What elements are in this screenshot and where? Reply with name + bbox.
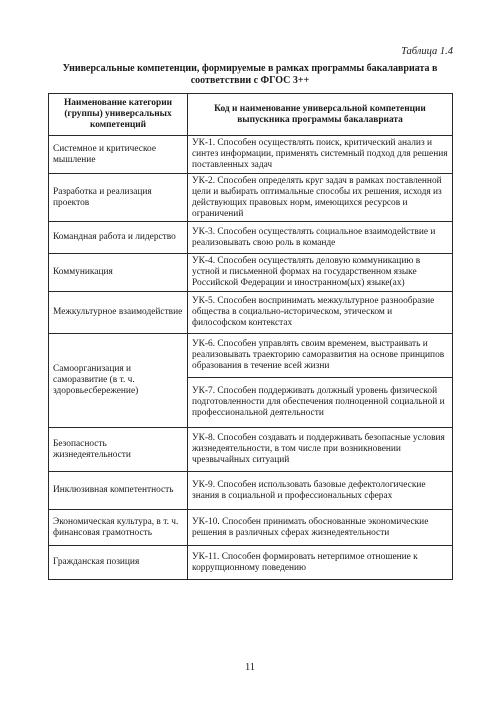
- row-category: Экономическая культура, в т. ч. финансовая грамотность: [49, 510, 188, 546]
- table-row: [49, 428, 453, 472]
- row-competence: УК-4. Способен осуществлять деловую коммуникацию в устной и письменной формах на государственном языке Российской Федерации и иностранном(ых) языке(ах): [188, 254, 453, 292]
- row-competence: УК-6. Способен управлять своим временем, выстраивать и реализовывать траекторию саморазвития на основе принципов образования в течение всей жизни: [188, 334, 453, 378]
- row-competence: УК-2. Способен определять круг задач в рамках поставленной цели и выбирать оптимальные способы их решения, исходя из действующих правовых норм, имеющихся ресурсов и ограничений: [188, 174, 453, 222]
- row-category: Безопасность жизнедеятельности: [49, 428, 188, 472]
- page-number: 11: [244, 662, 256, 673]
- row-competence: УК-9. Способен использовать базовые дефектологические знания в социальной и профессиональных сферах: [188, 472, 453, 510]
- row-competence: УК-3. Способен осуществлять социальное взаимодействие и реализовывать свою роль в команде: [188, 222, 453, 254]
- row-category: Системное и критическое мышление: [49, 136, 188, 174]
- table-row: [49, 334, 453, 378]
- row-competence: УК-1. Способен осуществлять поиск, критический анализ и синтез информации, применять системный подход для решения поставленных задач: [188, 136, 453, 174]
- table-title: Универсальные компетенции, формируемые в рамках программы бакалавриата в соответствии с ФГОС 3++: [62, 63, 438, 86]
- row-category: Гражданская позиция: [49, 546, 188, 580]
- table-row: [49, 174, 453, 222]
- header-competence: Код и наименование универсальной компетенции выпускника программы бакалавриата: [188, 94, 453, 136]
- row-competence: УК-10. Способен принимать обоснованные экономические решения в различных сферах жизнедеятельности: [188, 510, 453, 546]
- row-competence: УК-11. Способен формировать нетерпимое отношение к коррупционному поведению: [188, 546, 453, 580]
- table-header-row: [49, 94, 453, 136]
- table-row: [49, 510, 453, 546]
- row-category: Командная работа и лидерство: [49, 222, 188, 254]
- competence-table: [48, 93, 453, 580]
- row-category: Коммуникация: [49, 254, 188, 292]
- row-category: Разработка и реализация проектов: [49, 174, 188, 222]
- row-category: Самоорганизация и саморазвитие (в т. ч. здоровьесбережение): [49, 334, 188, 428]
- table-row: [49, 136, 453, 174]
- row-category: Межкультурное взаимодействие: [49, 292, 188, 334]
- table-label: Таблица 1.4: [401, 46, 453, 57]
- table-row: [49, 254, 453, 292]
- table-row: [49, 472, 453, 510]
- table-row: [49, 292, 453, 334]
- row-category: Инклюзивная компетентность: [49, 472, 188, 510]
- header-category: Наименование категории (группы) универсальных компетенций: [49, 94, 188, 136]
- table-row: [49, 546, 453, 580]
- row-competence: УК-5. Способен воспринимать межкультурное разнообразие общества в социально-историческом, этическом и философском контекстах: [188, 292, 453, 334]
- row-competence: УК-7. Способен поддерживать должный уровень физической подготовленности для обеспечения полноценной социальной и профессиональной деятельности: [188, 378, 453, 428]
- table-row: [49, 222, 453, 254]
- row-competence: УК-8. Способен создавать и поддерживать безопасные условия жизнедеятельности, в том числе при возникновении чрезвычайных ситуаций: [188, 428, 453, 472]
